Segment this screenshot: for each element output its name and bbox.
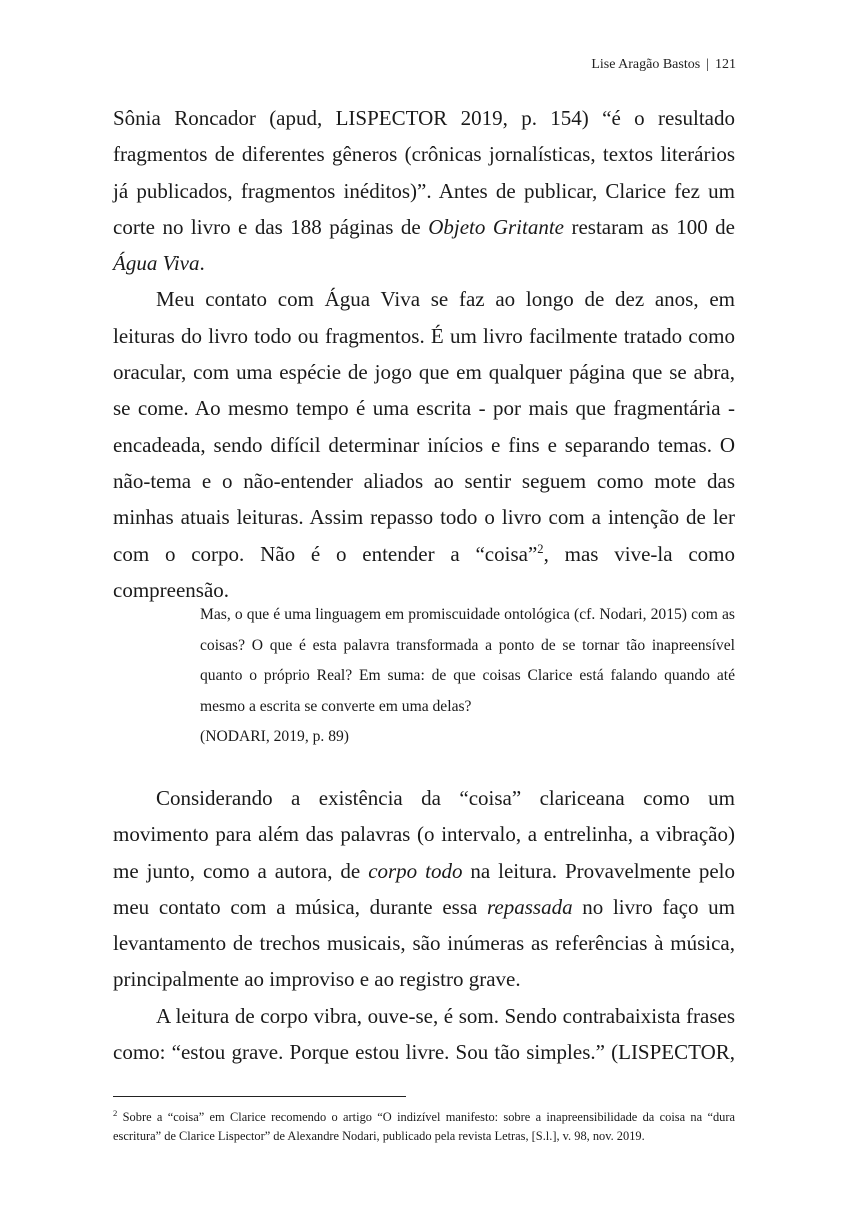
footnote-reference[interactable]: 2 <box>537 541 544 556</box>
paragraph-1-text-b: restaram as 100 de <box>564 214 735 239</box>
footnote-mark: 2 <box>113 1107 118 1118</box>
block-quote-text: Mas, o que é uma linguagem em promiscuidade ontológica (cf. Nodari, 2015) com as coisas? O que é esta palavra transformada a ponto de se tornar tão inapreensível quanto o próprio Real? Em suma: de que coisas Clarice está falando quando até mesmo a escrita se converte em uma delas? <box>200 606 735 715</box>
paragraph-1-text-a: Sônia Roncador (apud, LISPECTOR 2019, p. 154) “é o resultado fragmentos de diferentes gêneros (crônicas jornalísticas, textos literários já publicados, fragmentos inéditos)”. Antes de publicar, Clarice fez um corte no livro e das 188 páginas de <box>113 106 735 239</box>
footnote-text: Sobre a “coisa” em Clarice recomendo o artigo “O indizível manifesto: sobre a inapreensibilidade da coisa na “dura escritura” de Clarice Lispector” de Alexandre Nodari, publicado pela revista Letras, [S.l.], v. 98, nov. 2019. <box>113 1110 735 1143</box>
running-header <box>591 57 736 73</box>
italic-corpo-todo: corpo todo <box>368 858 463 883</box>
paragraph-3 <box>113 780 735 998</box>
paragraph-2-text-a: Meu contato com Água Viva se faz ao longo de dez anos, em leituras do livro todo ou fragmentos. É um livro facilmente tratado como oracular, com uma espécie de jogo que em qualquer página que se abra, se come. Ao mesmo tempo é uma escrita - por mais que fragmentária - encadeada, sendo difícil determinar inícios e fins e separando temas. O não-tema e o não-entender aliados ao sentir seguem como mote das minhas atuais leituras. Assim repasso todo o livro com a intenção de ler com o corpo. Não é o entender a “coisa” <box>113 287 735 566</box>
paragraph-3-text-a: Considerando a existência da “coisa” clariceana como um movimento para além das palavras (o intervalo, a entrelinha, a vibração) me junto, como a autora, de <box>113 786 735 883</box>
main-text-continued <box>113 780 735 1070</box>
paragraph-3-text-c: no livro faço um levantamento de trechos musicais, são inúmeras as referências à música, principalmente ao improviso e ao registro grave. <box>113 894 735 992</box>
block-quote <box>200 600 735 753</box>
page-number: 121 <box>715 57 736 72</box>
header-separator: | <box>706 57 709 72</box>
header-author: Lise Aragão Bastos <box>591 57 701 72</box>
paragraph-4: A leitura de corpo vibra, ouve-se, é som. Sendo contrabaixista frases como: “estou grave. Porque estou livre. Sou tão simples.” (LISPECTOR, <box>113 1003 735 1065</box>
paragraph-1 <box>113 100 735 281</box>
main-text <box>113 100 735 608</box>
paragraph-1-text-c: . <box>199 251 205 276</box>
footnote <box>113 1108 735 1146</box>
footnote-divider <box>113 1096 406 1097</box>
paragraph-2-text-b: , mas vive-la como compreensão. <box>113 541 735 602</box>
paragraph-2 <box>113 281 735 608</box>
block-quote-citation: (NODARI, 2019, p. 89) <box>200 728 349 745</box>
paragraph-3-text-b: na leitura. Provavelmente pelo meu contato com a música, durante essa <box>113 858 736 919</box>
italic-title-agua-viva: Água Viva <box>113 251 200 276</box>
italic-repassada: repassada <box>487 894 573 919</box>
italic-title-objeto-gritante: Objeto Gritante <box>428 214 564 239</box>
